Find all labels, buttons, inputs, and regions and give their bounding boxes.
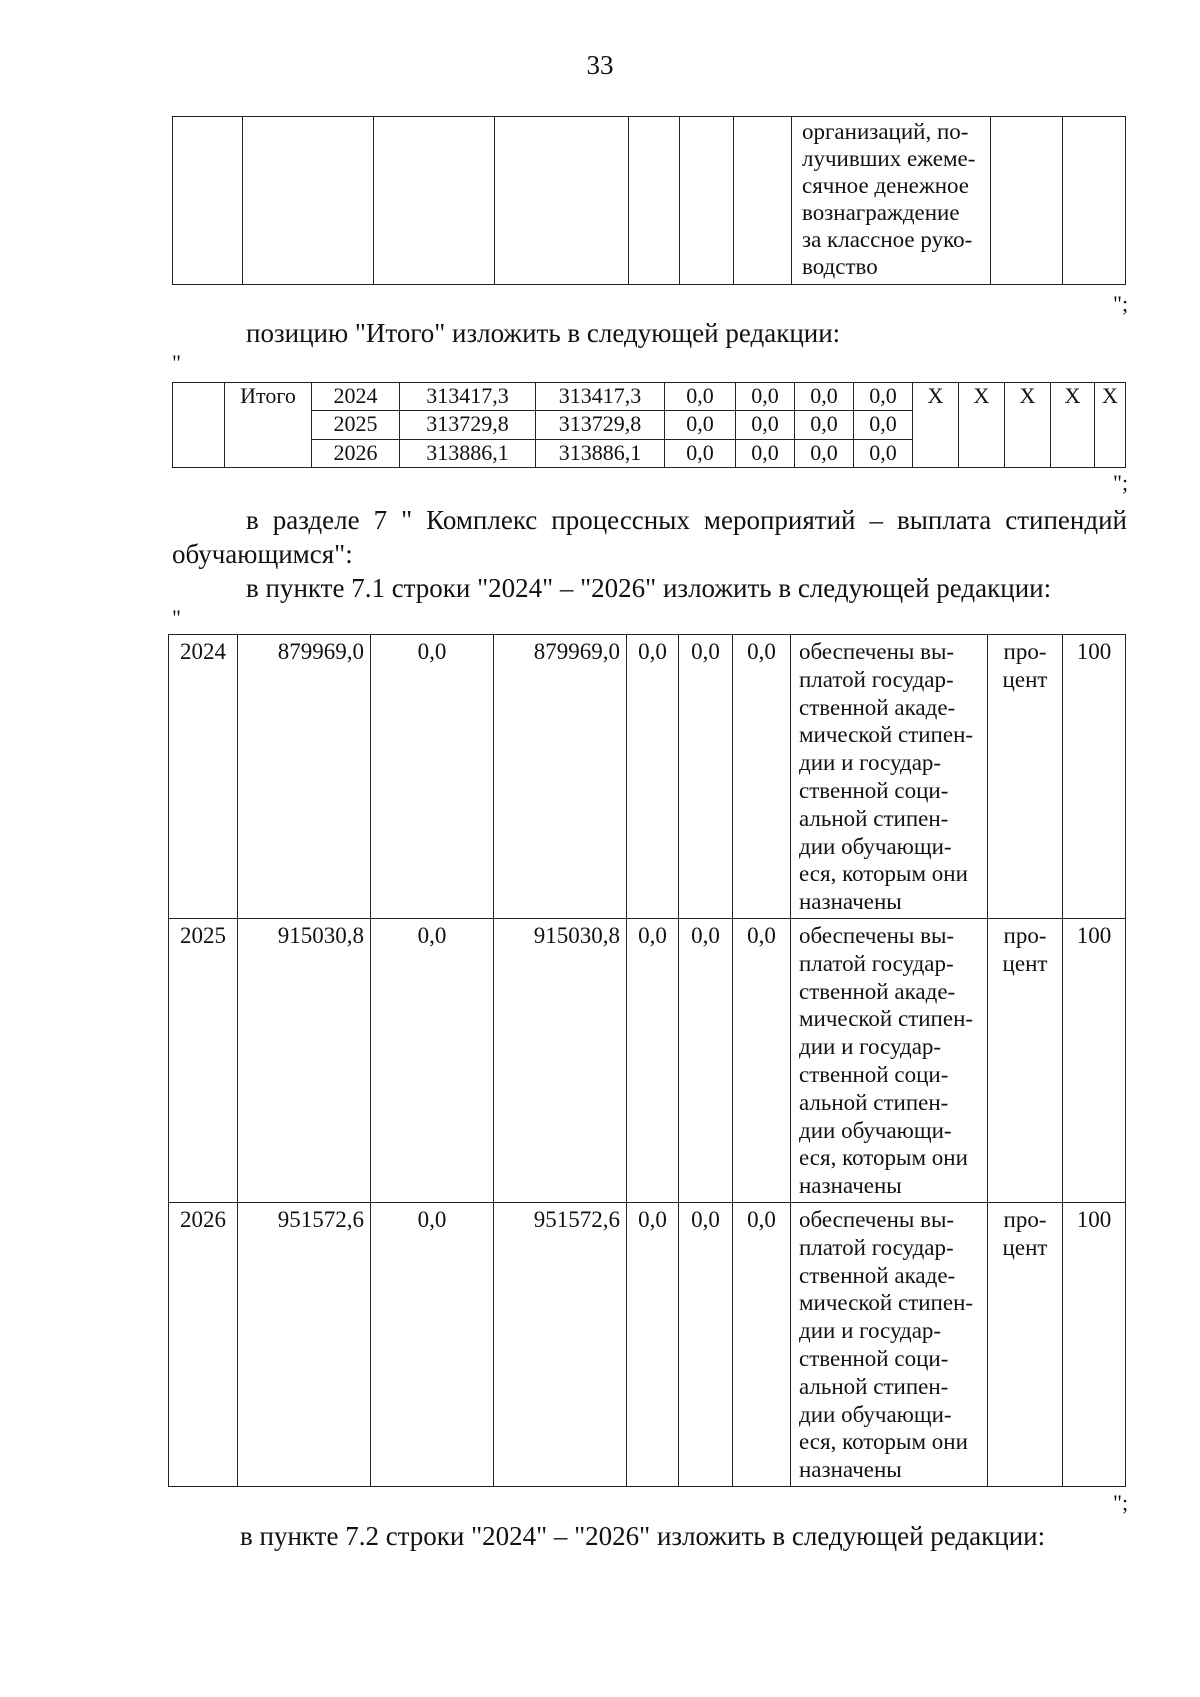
description-line: еся, которым они [799, 1429, 968, 1455]
x-mark: Х [959, 383, 1005, 468]
value-cell: 0,0 [627, 1202, 679, 1486]
itogo-label: Итого [225, 383, 312, 468]
total-cell: 879969,0 [238, 635, 371, 919]
description-line: дии и государ- [799, 750, 942, 776]
value-cell: 0,0 [371, 1202, 494, 1486]
description-line: мической стипен- [799, 1006, 974, 1032]
paragraph-point-7-1: в пункте 7.1 строки "2024" – "2026" изложить в следующей редакции: [246, 573, 1052, 603]
description-line: вознаграждение [802, 200, 960, 225]
unit-line: про- [1003, 639, 1047, 664]
value-cell: 0,0 [733, 1202, 791, 1486]
value-cell: 0,0 [627, 918, 679, 1202]
description-line: сячное денежное [802, 173, 970, 198]
description-line: дии и государ- [799, 1318, 942, 1344]
description-line: дии обучающи- [799, 1401, 952, 1427]
value-cell: 0,0 [795, 411, 854, 439]
unit-line: про- [1003, 922, 1047, 948]
empty-cell [495, 117, 629, 285]
year-cell: 2026 [169, 1202, 238, 1486]
value-cell: 0,0 [665, 439, 736, 467]
description-line: за классное руко- [802, 227, 973, 252]
value-cell: 951572,6 [494, 1202, 627, 1486]
description-cell [791, 918, 988, 1202]
description-line: назначены [799, 1173, 902, 1199]
description-line: лучивших ежеме- [802, 146, 976, 171]
table-row [169, 918, 1126, 1202]
description-line: назначены [799, 889, 902, 915]
empty-cell [680, 117, 734, 285]
x-mark: Х [913, 383, 959, 468]
description-line: ственной соци- [799, 1345, 949, 1371]
value-cell: 0,0 [736, 383, 795, 411]
table-row [173, 117, 1126, 285]
value-cell: 0,0 [733, 918, 791, 1202]
value-cell: 0,0 [854, 383, 913, 411]
target-value-cell: 100 [1063, 918, 1126, 1202]
description-line: ственной акаде- [799, 694, 956, 720]
table-row [169, 635, 1126, 919]
target-value-cell: 100 [1063, 635, 1126, 919]
x-mark: Х [1005, 383, 1051, 468]
description-line: дии обучающи- [799, 833, 952, 859]
paragraph-section7-line1: в разделе 7 " Комплекс процессных мероприятий – выплата стипендий [246, 505, 1127, 535]
description-line: альной стипен- [799, 1373, 949, 1399]
year-cell: 2024 [169, 635, 238, 919]
value-cell: 313729,8 [536, 411, 665, 439]
year-cell: 2026 [312, 439, 400, 467]
empty-cell [991, 117, 1063, 285]
value-cell: 313417,3 [400, 383, 536, 411]
unit-cell [988, 918, 1063, 1202]
description-line: альной стипен- [799, 805, 949, 831]
description-cell [791, 635, 988, 919]
year-cell: 2024 [312, 383, 400, 411]
scholarship-table [168, 634, 1126, 1487]
description-line: ственной соци- [799, 1061, 949, 1087]
value-cell: 0,0 [679, 918, 733, 1202]
unit-line: цент [1002, 1234, 1048, 1260]
value-cell: 0,0 [795, 439, 854, 467]
value-cell: 0,0 [371, 918, 494, 1202]
description-line: ственной акаде- [799, 1262, 956, 1288]
value-cell: 0,0 [795, 383, 854, 411]
empty-cell [243, 117, 374, 285]
unit-cell [988, 1202, 1063, 1486]
itogo-table [172, 382, 1126, 468]
value-cell: 0,0 [854, 439, 913, 467]
close-quote: "; [1113, 1490, 1129, 1515]
value-cell: 0,0 [679, 1202, 733, 1486]
description-line: дии обучающи- [799, 1117, 952, 1143]
value-cell: 0,0 [679, 635, 733, 919]
description-line: платой государ- [799, 950, 954, 976]
year-cell: 2025 [312, 411, 400, 439]
value-cell: 0,0 [854, 411, 913, 439]
page-number: 33 [586, 50, 614, 80]
paragraph-itogo: позицию "Итого" изложить в следующей редакции: [246, 318, 841, 348]
unit-cell [988, 635, 1063, 919]
total-cell: 951572,6 [238, 1202, 371, 1486]
description-line: мической стипен- [799, 722, 974, 748]
unit-line: про- [1003, 1206, 1047, 1232]
close-quote: "; [1113, 291, 1129, 316]
description-line: платой государ- [799, 1234, 954, 1260]
x-mark: Х [1095, 383, 1126, 468]
description-line: еся, которым они [799, 861, 968, 887]
empty-cell [374, 117, 495, 285]
description-line: обеспечены вы- [799, 922, 955, 948]
open-quote: " [172, 350, 181, 375]
empty-cell [629, 117, 680, 285]
value-cell: 0,0 [733, 635, 791, 919]
description-line: обеспечены вы- [799, 639, 955, 664]
value-cell: 313729,8 [400, 411, 536, 439]
unit-line: цент [1002, 666, 1048, 692]
empty-cell [734, 117, 792, 285]
table-row [169, 1202, 1126, 1486]
value-cell: 0,0 [665, 383, 736, 411]
description-cell [791, 1202, 988, 1486]
table-row [173, 383, 1126, 411]
value-cell: 313886,1 [536, 439, 665, 467]
target-value-cell: 100 [1063, 1202, 1126, 1486]
value-cell: 0,0 [736, 439, 795, 467]
description-line: водство [802, 254, 878, 279]
description-line: ственной соци- [799, 777, 949, 803]
description-line: альной стипен- [799, 1089, 949, 1115]
description-line: платой государ- [799, 666, 954, 692]
close-quote: "; [1113, 470, 1129, 495]
x-mark: Х [1051, 383, 1095, 468]
value-cell: 0,0 [627, 635, 679, 919]
value-cell: 0,0 [371, 635, 494, 919]
description-cell [792, 117, 991, 285]
unit-line: цент [1002, 950, 1048, 976]
open-quote: " [172, 605, 181, 630]
description-line: еся, которым они [799, 1145, 968, 1171]
description-line: дии и государ- [799, 1034, 942, 1060]
description-line: обеспечены вы- [799, 1206, 955, 1232]
empty-cell [173, 117, 243, 285]
year-cell: 2025 [169, 918, 238, 1202]
empty-cell [173, 383, 225, 468]
description-line: мической стипен- [799, 1290, 974, 1316]
description-line: ственной акаде- [799, 978, 956, 1004]
description-line: назначены [799, 1457, 902, 1483]
total-cell: 915030,8 [238, 918, 371, 1202]
empty-cell [1063, 117, 1126, 285]
value-cell: 313417,3 [536, 383, 665, 411]
value-cell: 0,0 [736, 411, 795, 439]
description-line: организаций, по- [802, 119, 969, 144]
value-cell: 313886,1 [400, 439, 536, 467]
value-cell: 0,0 [665, 411, 736, 439]
paragraph-point-7-2: в пункте 7.2 строки "2024" – "2026" изложить в следующей редакции: [240, 1521, 1046, 1551]
value-cell: 879969,0 [494, 635, 627, 919]
continuation-table [172, 116, 1126, 285]
value-cell: 915030,8 [494, 918, 627, 1202]
paragraph-section7-line2: обучающимся": [172, 539, 353, 569]
